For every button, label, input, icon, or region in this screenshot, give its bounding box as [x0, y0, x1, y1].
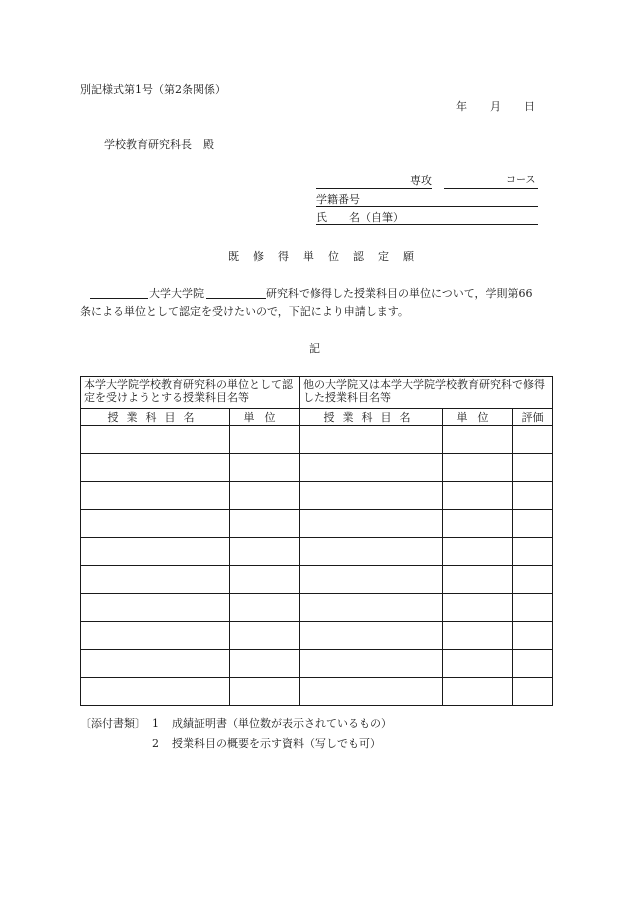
student-id-line — [316, 206, 538, 207]
table-body — [81, 426, 553, 706]
cell-credits-right[interactable] — [443, 566, 513, 594]
table-row — [81, 482, 553, 510]
cell-subject-right[interactable] — [300, 622, 443, 650]
cell-grade[interactable] — [513, 538, 553, 566]
addressee: 学校教育研究科長 殿 — [104, 138, 214, 151]
cell-grade[interactable] — [513, 566, 553, 594]
table-row — [81, 650, 553, 678]
col-subject-left: 授業科目名 — [81, 409, 230, 426]
cell-credits-right[interactable] — [443, 454, 513, 482]
table-row — [81, 678, 553, 706]
cell-subject-right[interactable] — [300, 482, 443, 510]
table-row — [81, 510, 553, 538]
table-row — [81, 622, 553, 650]
cell-credits-left[interactable] — [230, 678, 300, 706]
blank-university — [90, 298, 148, 299]
major-line — [316, 188, 432, 189]
table-row — [81, 566, 553, 594]
col-grade: 評価 — [513, 409, 553, 426]
cell-credits-left[interactable] — [230, 538, 300, 566]
attachment-2-text: 授業科目の概要を示す資料（写しでも可） — [172, 737, 381, 750]
date-month: 月 — [490, 100, 501, 113]
document-title: 既修得単位認定願 — [228, 250, 428, 263]
table-row — [81, 594, 553, 622]
credits-table — [80, 376, 553, 706]
cell-credits-right[interactable] — [443, 510, 513, 538]
cell-credits-right[interactable] — [443, 538, 513, 566]
cell-grade[interactable] — [513, 594, 553, 622]
cell-subject-left[interactable] — [81, 454, 230, 482]
form-number: 別記様式第1号（第2条関係） — [80, 83, 226, 96]
cell-subject-right[interactable] — [300, 510, 443, 538]
date-day: 日 — [524, 100, 535, 113]
cell-subject-left[interactable] — [81, 678, 230, 706]
body-university: 大学大学院 — [149, 287, 204, 300]
cell-subject-left[interactable] — [81, 622, 230, 650]
cell-grade[interactable] — [513, 678, 553, 706]
date-year: 年 — [456, 100, 467, 113]
cell-subject-right[interactable] — [300, 678, 443, 706]
table-row — [81, 454, 553, 482]
cell-subject-left[interactable] — [81, 510, 230, 538]
cell-subject-right[interactable] — [300, 426, 443, 454]
cell-credits-left[interactable] — [230, 510, 300, 538]
body-graduate-school: 研究科で修得した授業科目の単位について，学則第66 — [266, 287, 533, 300]
cell-subject-right[interactable] — [300, 538, 443, 566]
attachment-2-num: 2 — [152, 737, 159, 750]
cell-credits-left[interactable] — [230, 566, 300, 594]
cell-subject-right[interactable] — [300, 566, 443, 594]
blank-graduate-school — [206, 298, 266, 299]
cell-grade[interactable] — [513, 454, 553, 482]
cell-credits-right[interactable] — [443, 482, 513, 510]
body-line2: 条による単位として認定を受けたいので，下記により申請します。 — [80, 305, 409, 318]
major-label: 専攻 — [410, 174, 432, 187]
course-line — [444, 188, 538, 189]
cell-credits-left[interactable] — [230, 454, 300, 482]
course-label: コース — [506, 175, 536, 186]
cell-credits-right[interactable] — [443, 622, 513, 650]
cell-subject-left[interactable] — [81, 650, 230, 678]
name-label: 氏 名（自筆） — [316, 211, 404, 224]
table-column-header-row — [81, 409, 553, 426]
table-row — [81, 538, 553, 566]
cell-grade[interactable] — [513, 622, 553, 650]
col-credits-right: 単位 — [443, 409, 513, 426]
cell-subject-left[interactable] — [81, 566, 230, 594]
cell-subject-left[interactable] — [81, 426, 230, 454]
name-line — [316, 224, 538, 225]
cell-grade[interactable] — [513, 482, 553, 510]
cell-credits-right[interactable] — [443, 426, 513, 454]
left-group-header: 本学大学院学校教育研究科の単位として認定を受けようとする授業科目名等 — [81, 377, 300, 409]
cell-grade[interactable] — [513, 426, 553, 454]
right-group-header: 他の大学院又は本学大学院学校教育研究科で修得した授業科目名等 — [300, 377, 553, 409]
cell-credits-right[interactable] — [443, 678, 513, 706]
cell-subject-right[interactable] — [300, 454, 443, 482]
student-id-label: 学籍番号 — [316, 193, 360, 206]
cell-credits-left[interactable] — [230, 426, 300, 454]
attachment-1-text: 成績証明書（単位数が表示されているもの） — [172, 717, 392, 730]
cell-subject-left[interactable] — [81, 482, 230, 510]
cell-subject-right[interactable] — [300, 650, 443, 678]
attachments-label: 〔添付書類〕 — [80, 717, 146, 730]
cell-grade[interactable] — [513, 510, 553, 538]
cell-credits-right[interactable] — [443, 650, 513, 678]
table-row — [81, 426, 553, 454]
cell-subject-left[interactable] — [81, 594, 230, 622]
cell-credits-left[interactable] — [230, 482, 300, 510]
cell-credits-left[interactable] — [230, 622, 300, 650]
attachment-1-num: 1 — [152, 717, 159, 730]
cell-credits-left[interactable] — [230, 650, 300, 678]
cell-credits-left[interactable] — [230, 594, 300, 622]
col-subject-right: 授業科目名 — [300, 409, 443, 426]
cell-grade[interactable] — [513, 650, 553, 678]
cell-credits-right[interactable] — [443, 594, 513, 622]
ki-mark: 記 — [309, 342, 320, 355]
cell-subject-right[interactable] — [300, 594, 443, 622]
col-credits-left: 単位 — [230, 409, 300, 426]
table-group-header-row — [81, 377, 553, 409]
cell-subject-left[interactable] — [81, 538, 230, 566]
